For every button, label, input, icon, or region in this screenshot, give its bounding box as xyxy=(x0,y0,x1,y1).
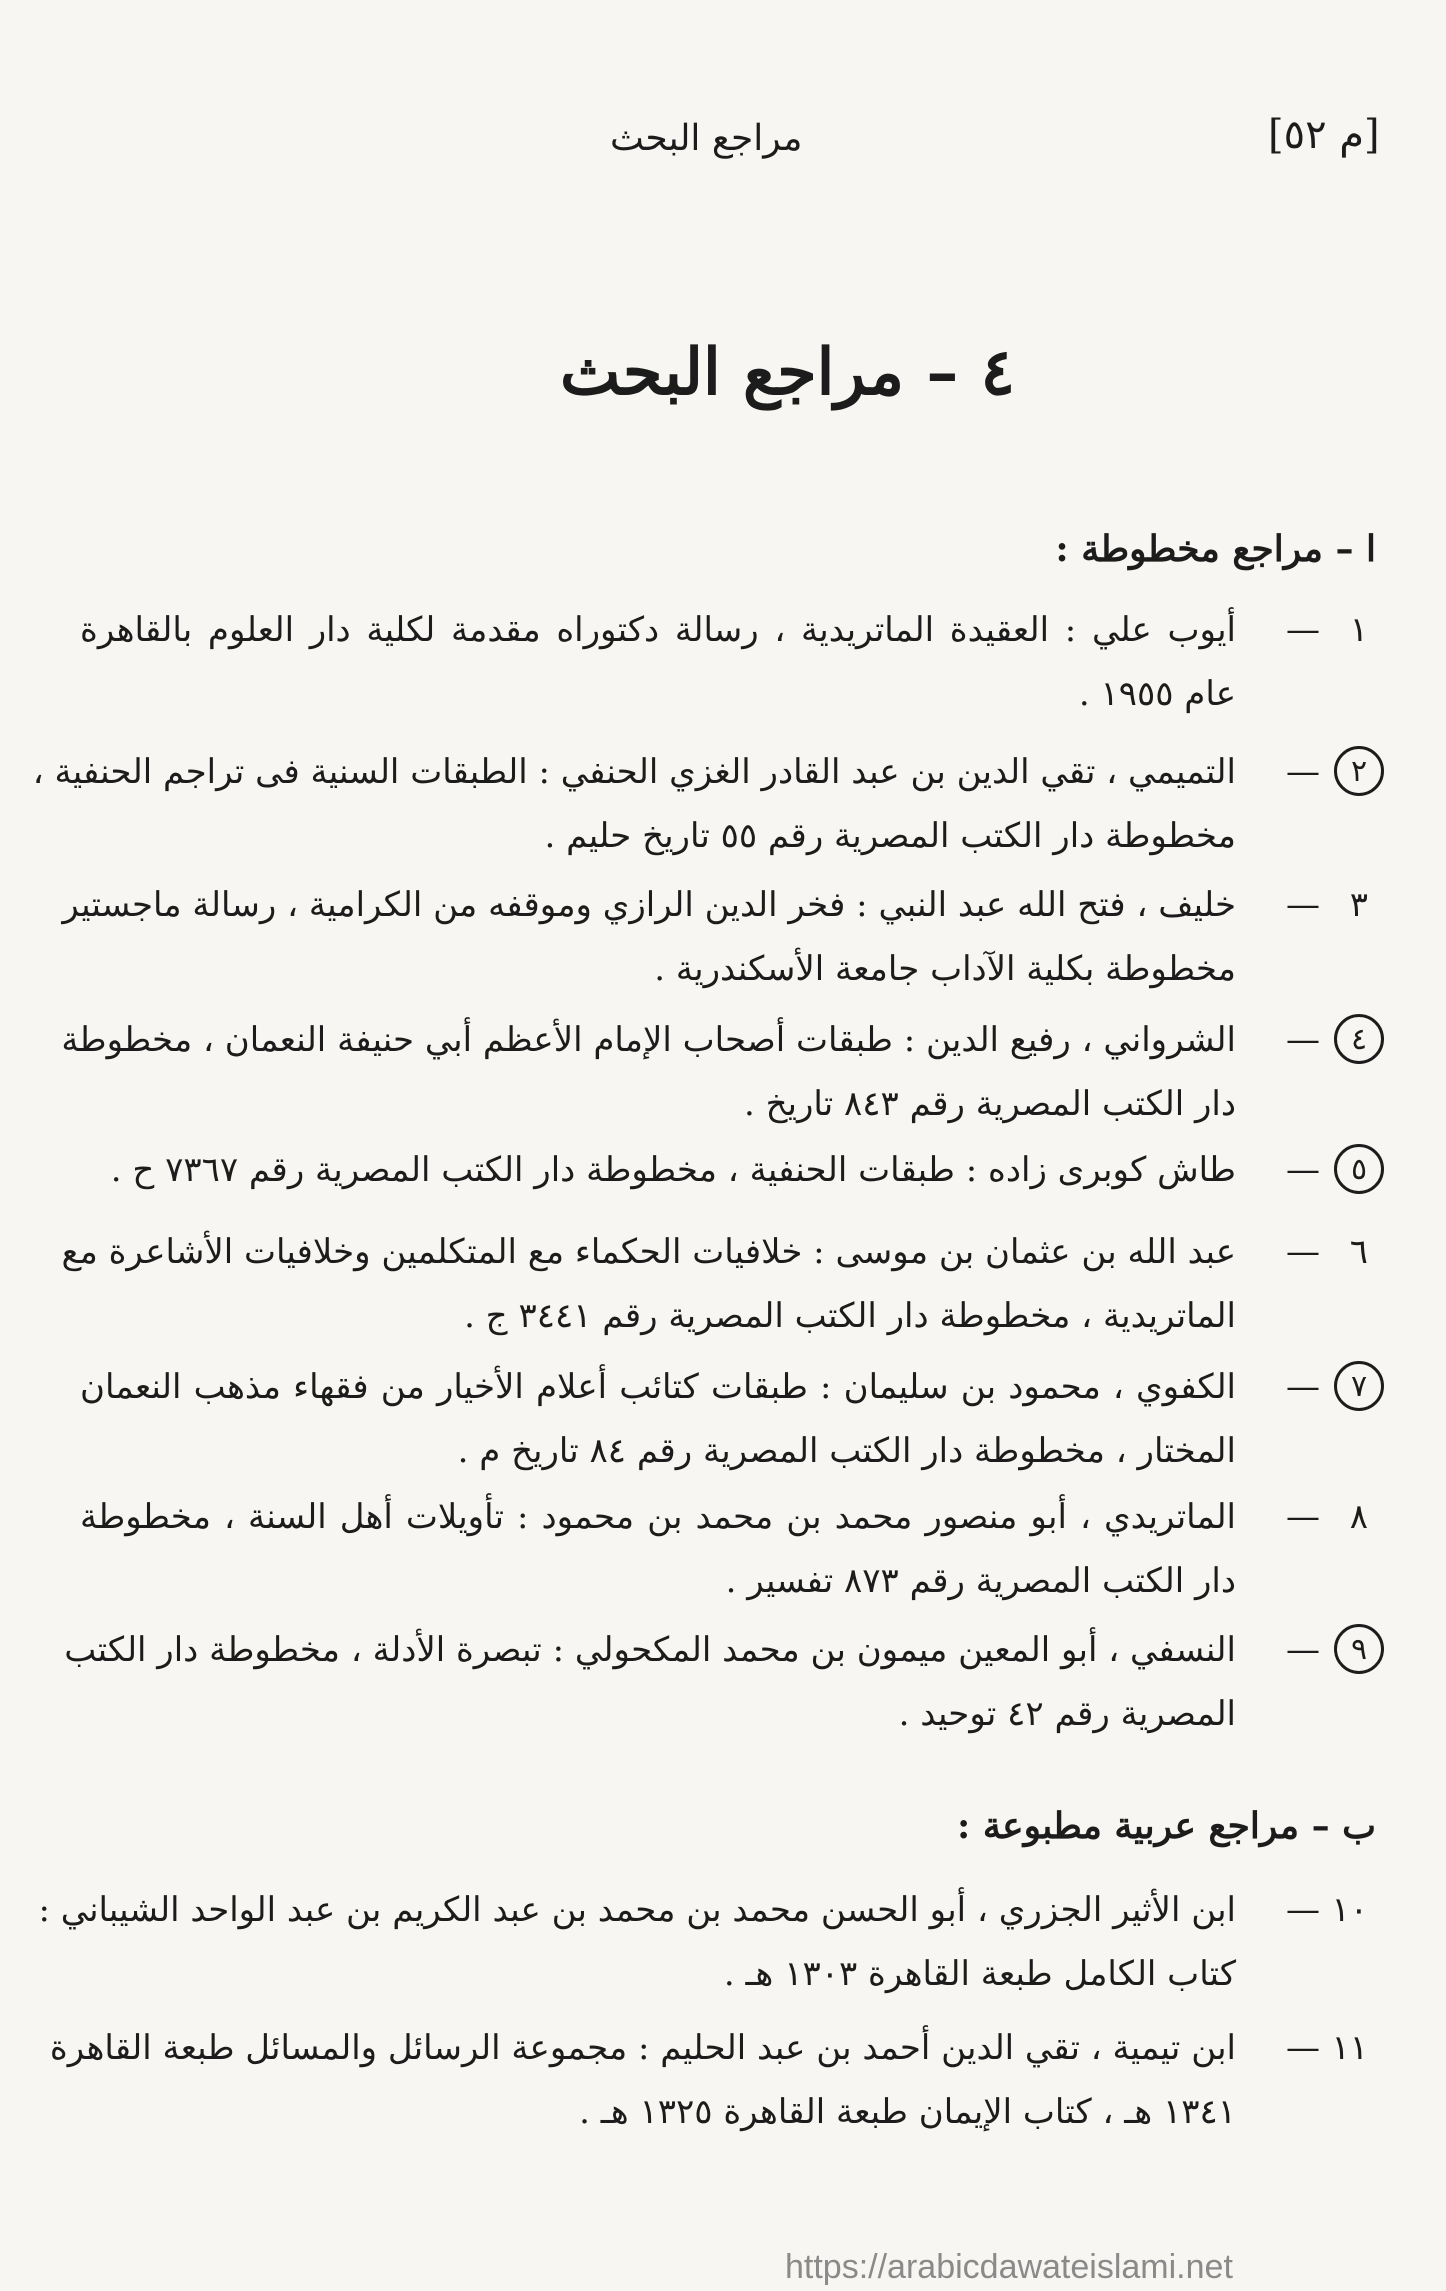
entry-text-line: عبد الله بن عثمان بن موسى : خلافيات الحكماء مع المتكلمين وخلافيات الأشاعرة مع xyxy=(61,1232,1236,1272)
entry-text-line: الكفوي ، محمود بن سليمان : طبقات كتائب أعلام الأخيار من فقهاء مذهب النعمان xyxy=(80,1367,1236,1407)
entry-text-line: عام ١٩٥٥ . xyxy=(1078,674,1236,714)
entry-dash: — xyxy=(1286,1630,1320,1670)
entry-text-line: دار الكتب المصرية رقم ٨٧٣ تفسير . xyxy=(725,1561,1236,1601)
circled-entry-number: ٢ xyxy=(1334,746,1384,796)
entry-dash: — xyxy=(1286,1020,1320,1060)
entry-text-line: خليف ، فتح الله عبد النبي : فخر الدين الرازي وموقفه من الكرامية ، رسالة ماجستير xyxy=(62,885,1236,925)
entry-dash: — xyxy=(1286,610,1320,650)
entry-text-line: التميمي ، تقي الدين بن عبد القادر الغزي الحنفي : الطبقات السنية فى تراجم الحنفية ، xyxy=(32,752,1236,792)
entry-text-line: الماتريدي ، أبو منصور محمد بن محمد بن محمود : تأويلات أهل السنة ، مخطوطة xyxy=(80,1497,1236,1537)
entry-number: ٨ xyxy=(1349,1497,1368,1537)
entry-text-line: كتاب الكامل طبعة القاهرة ١٣٠٣ هـ . xyxy=(723,1954,1236,1994)
section-heading-manuscripts: ا – مراجع مخطوطة : xyxy=(1055,528,1376,570)
entry-text-line: طاش كوبرى زاده : طبقات الحنفية ، مخطوطة دار الكتب المصرية رقم ٧٣٦٧ ح . xyxy=(110,1150,1236,1190)
entry-text-line: المصرية رقم ٤٢ توحيد . xyxy=(898,1694,1236,1734)
entry-dash: — xyxy=(1286,885,1320,925)
entry-text-line: دار الكتب المصرية رقم ٨٤٣ تاريخ . xyxy=(743,1084,1236,1124)
entry-number: ١٠ xyxy=(1331,1890,1368,1930)
page-reference: [م ٥٢] xyxy=(1268,112,1380,158)
entry-dash: — xyxy=(1286,1497,1320,1537)
circled-entry-number: ٥ xyxy=(1334,1144,1384,1194)
entry-text-line: النسفي ، أبو المعين ميمون بن محمد المكحولي : تبصرة الأدلة ، مخطوطة دار الكتب xyxy=(64,1630,1236,1670)
entry-text-line: الشرواني ، رفيع الدين : طبقات أصحاب الإمام الأعظم أبي حنيفة النعمان ، مخطوطة xyxy=(61,1020,1236,1060)
entry-dash: — xyxy=(1286,1890,1320,1930)
entry-text-line: ابن تيمية ، تقي الدين أحمد بن عبد الحليم : مجموعة الرسائل والمسائل طبعة القاهرة xyxy=(49,2028,1236,2068)
entry-text-line: مخطوطة بكلية الآداب جامعة الأسكندرية . xyxy=(654,949,1236,989)
entry-number: ٣ xyxy=(1349,885,1368,925)
running-title: مراجع البحث xyxy=(610,118,803,159)
entry-number: ١ xyxy=(1349,610,1368,650)
entry-dash: — xyxy=(1286,2028,1320,2068)
entry-dash: — xyxy=(1286,1232,1320,1272)
entry-text-line: ١٣٤١ هـ ، كتاب الإيمان طبعة القاهرة ١٣٢٥ هـ . xyxy=(579,2092,1236,2132)
entry-dash: — xyxy=(1286,752,1320,792)
entry-dash: — xyxy=(1286,1367,1320,1407)
entry-text-line: أيوب علي : العقيدة الماتريدية ، رسالة دكتوراه مقدمة لكلية دار العلوم بالقاهرة xyxy=(80,610,1236,650)
circled-entry-number: ٧ xyxy=(1334,1361,1384,1411)
entry-text-line: الماتريدية ، مخطوطة دار الكتب المصرية رقم ٣٤٤١ ج . xyxy=(464,1296,1236,1336)
entry-text-line: مخطوطة دار الكتب المصرية رقم ٥٥ تاريخ حليم . xyxy=(544,816,1236,856)
entry-text-line: المختار ، مخطوطة دار الكتب المصرية رقم ٨٤ تاريخ م . xyxy=(457,1431,1236,1471)
entry-dash: — xyxy=(1286,1150,1320,1190)
page-title: ٤ – مراجع البحث xyxy=(560,335,1015,410)
circled-entry-number: ٤ xyxy=(1334,1014,1384,1064)
section-heading-printed: ب – مراجع عربية مطبوعة : xyxy=(957,1805,1376,1847)
entry-number: ١١ xyxy=(1331,2028,1368,2068)
watermark: https://arabicdawateislami.net xyxy=(785,2248,1233,2286)
entry-text-line: ابن الأثير الجزري ، أبو الحسن محمد بن محمد بن عبد الكريم بن عبد الواحد الشيباني : xyxy=(38,1890,1236,1930)
circled-entry-number: ٩ xyxy=(1334,1624,1384,1674)
entry-number: ٦ xyxy=(1349,1232,1368,1272)
